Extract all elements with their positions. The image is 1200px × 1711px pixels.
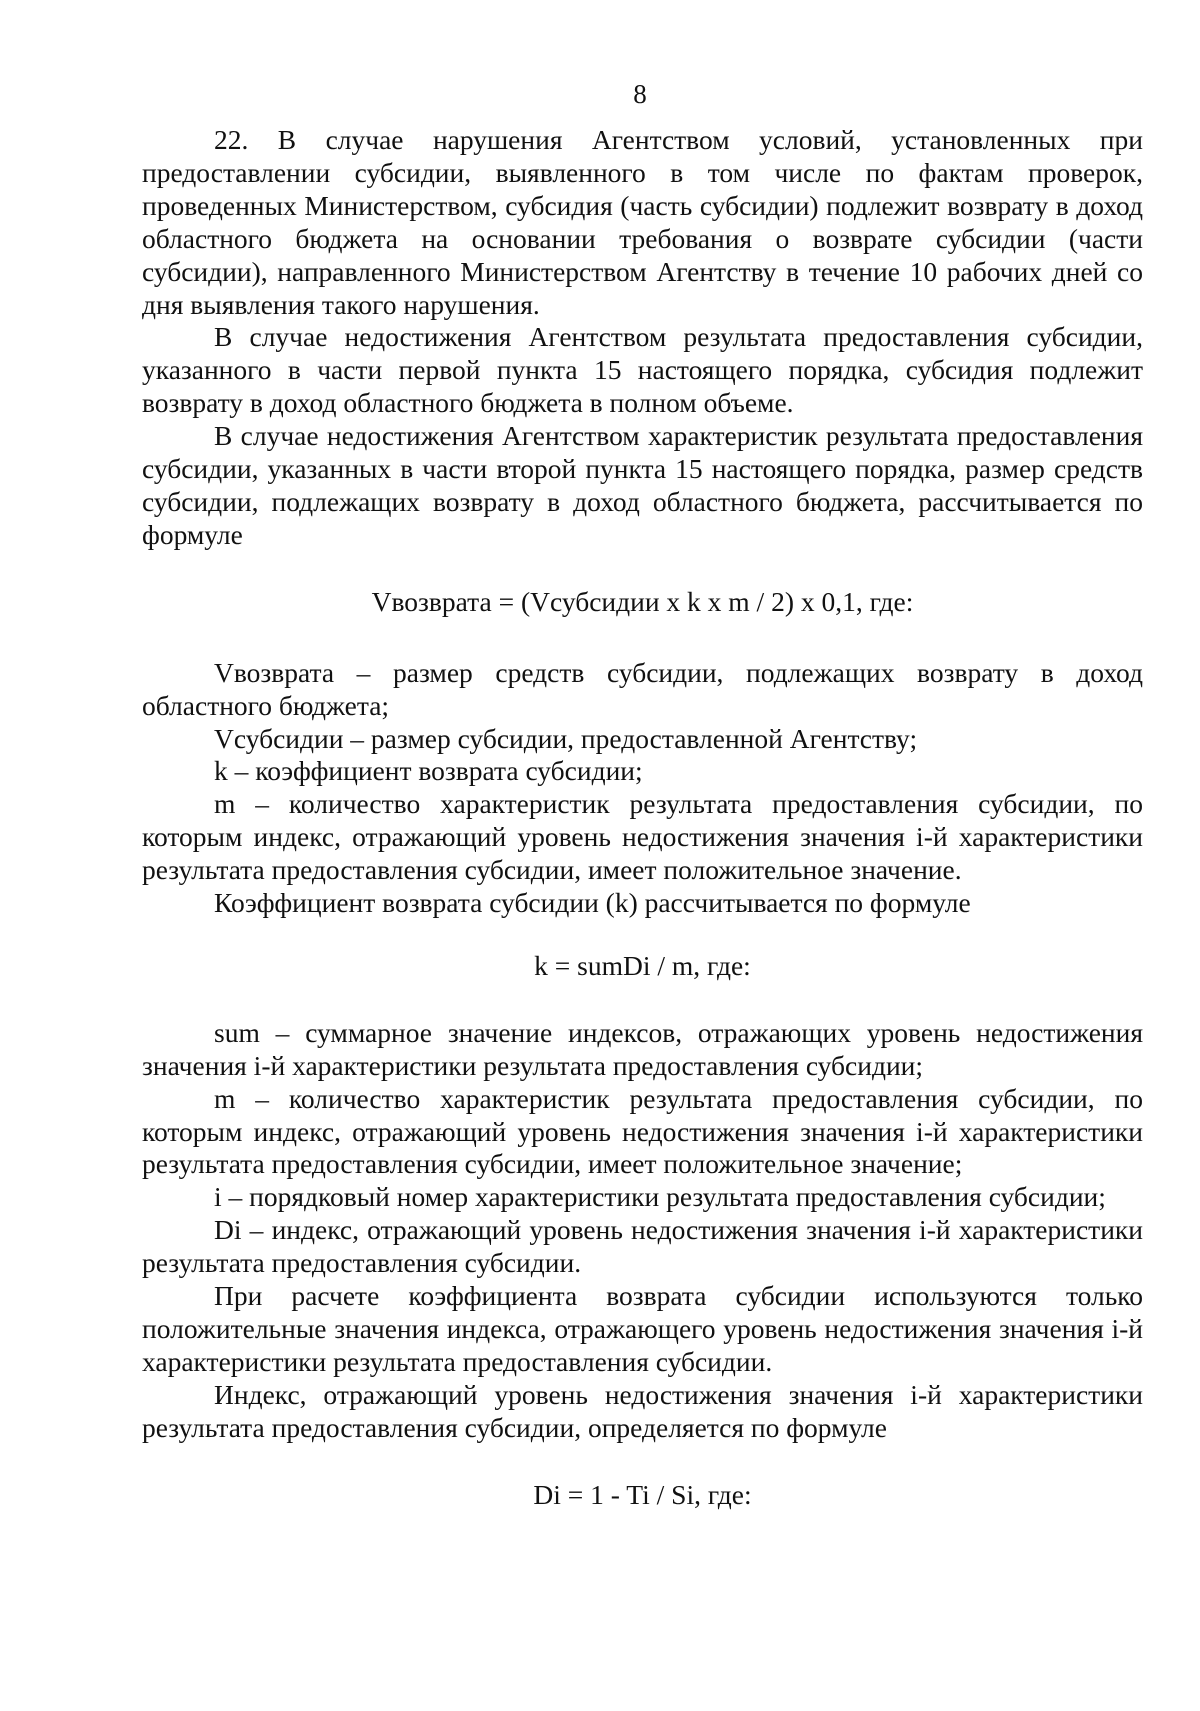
definition-vsubsidii: Vсубсидии – размер субсидии, предоставленной Агентству; — [214, 722, 918, 754]
formula-di: Di = 1 - Ti / Si, где: — [533, 1478, 752, 1510]
definition-m-second: m – количество характеристик результата предоставления субсидии, по которым индекс, отражающий уровень недостижения значения i-й характеристики результата предоставления субсидии, имеет положительное значение; — [142, 1082, 1143, 1180]
definition-vvozvrata: Vвозврата – размер средств субсидии, подлежащих возврату в доход областного бюджета; — [142, 656, 1143, 721]
formula-k: k = sumDi / m, где: — [534, 949, 751, 981]
definition-i: i – порядковый номер характеристики результата предоставления субсидии; — [214, 1181, 1106, 1213]
paragraph-22: 22. В случае нарушения Агентством условий, установленных при предоставлении субсидии, выявленного в том числе по фактам проверок, проведенных Министерством, субсидия (часть субсидии) подлежит возврату в доход областного бюджета на основании требования о возврате субсидии (части субсидии), направленного Министерством Агентству в течение 10 рабочих дней со дня выявления такого нарушения. — [142, 124, 1143, 320]
definition-m-first: m – количество характеристик результата предоставления субсидии, по которым индекс, отражающий уровень недостижения значения i-й характеристики результата предоставления субсидии, имеет положительное значение. — [142, 788, 1143, 886]
paragraph-raschet: При расчете коэффициента возврата субсидии используются только положительные значения индекса, отражающего уровень недостижения значения i-й характеристики результата предоставления субсидии. — [142, 1280, 1143, 1377]
definition-di: Di – индекс, отражающий уровень недостижения значения i-й характеристики результата предоставления субсидии. — [142, 1214, 1143, 1279]
paragraph-koefficient: Коэффициент возврата субсидии (k) рассчитывается по формуле — [214, 887, 971, 919]
formula-vvozvrata: Vвозврата = (Vсубсидии x k x m / 2) x 0,1, где: — [371, 585, 914, 617]
paragraph-nedostizhenie-harakteristik: В случае недостижения Агентством характеристик результата предоставления субсидии, указанных в части второй пункта 15 настоящего порядка, размер средств субсидии, подлежащих возврату в доход областного бюджета, рассчитывается по формуле — [142, 420, 1143, 550]
paragraph-nedostizhenie-rezultata: В случае недостижения Агентством результата предоставления субсидии, указанного в части первой пункта 15 настоящего порядка, субсидия подлежит возврату в доход областного бюджета в полном объеме. — [142, 321, 1143, 419]
page-number: 8 — [633, 79, 647, 109]
paragraph-index: Индекс, отражающий уровень недостижения значения i-й характеристики результата предоставления субсидии, определяется по формуле — [142, 1378, 1143, 1443]
definition-k: k – коэффициент возврата субсидии; — [214, 755, 643, 787]
definition-sum: sum – суммарное значение индексов, отражающих уровень недостижения значения i-й характеристики результата предоставления субсидии; — [142, 1016, 1143, 1081]
document-body — [142, 124, 1143, 1512]
